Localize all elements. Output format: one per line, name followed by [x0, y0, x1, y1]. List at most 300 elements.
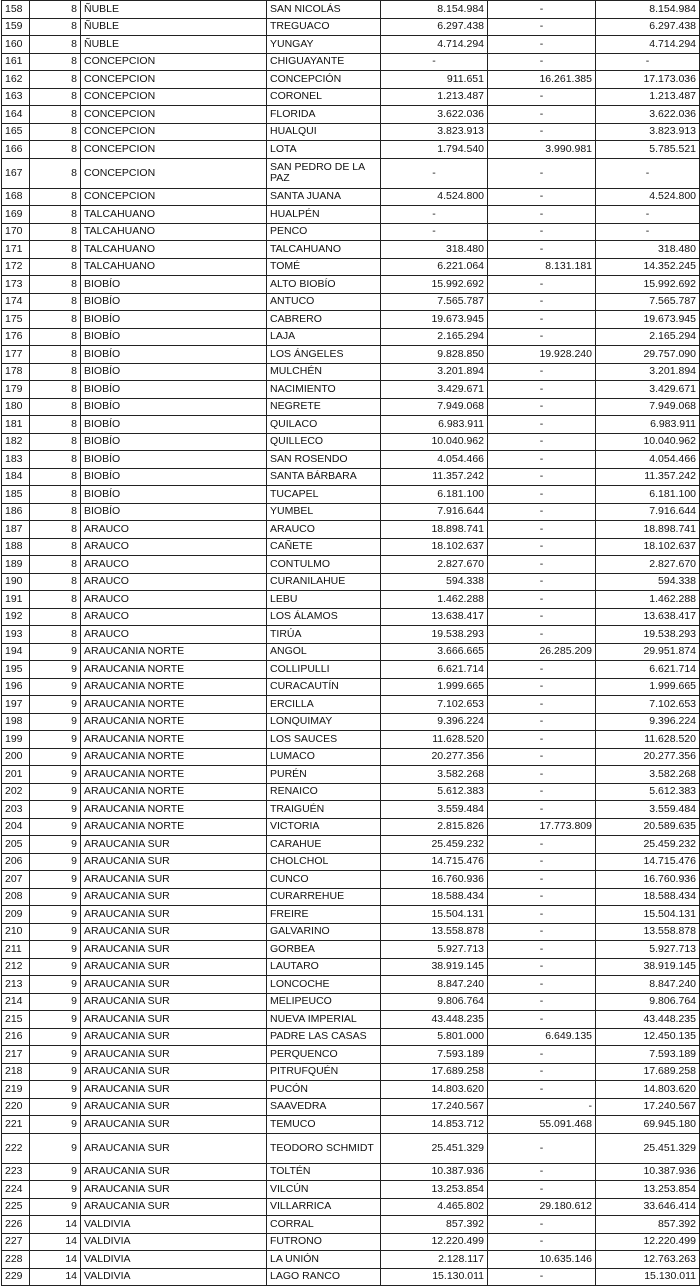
amount-2-cell: -: [488, 696, 596, 714]
amount-1-cell: 12.220.499: [381, 1233, 488, 1251]
commune-cell: SAN ROSENDO: [267, 451, 381, 469]
row-number-cell: 212: [2, 958, 30, 976]
province-cell: BIOBÍO: [81, 416, 267, 434]
amount-2-cell: -: [488, 328, 596, 346]
row-number-cell: 226: [2, 1216, 30, 1234]
table-row: [2, 836, 700, 854]
region-code-cell: 8: [30, 381, 81, 399]
region-code-cell: 9: [30, 923, 81, 941]
total-cell: 17.173.036: [596, 71, 700, 89]
region-code-cell: 8: [30, 188, 81, 206]
row-number-cell: 180: [2, 398, 30, 416]
table-row: [2, 158, 700, 188]
row-number-cell: 190: [2, 573, 30, 591]
region-code-cell: 8: [30, 538, 81, 556]
commune-cell: PERQUENCO: [267, 1046, 381, 1064]
table-row: [2, 1098, 700, 1116]
table-row: [2, 416, 700, 434]
row-number-cell: 196: [2, 678, 30, 696]
table-row: [2, 538, 700, 556]
province-cell: ARAUCANIA SUR: [81, 976, 267, 994]
amount-2-cell: -: [488, 556, 596, 574]
table-row: [2, 748, 700, 766]
province-cell: ARAUCO: [81, 626, 267, 644]
commune-cell: LAGO RANCO: [267, 1268, 381, 1286]
amount-1-cell: 4.524.800: [381, 188, 488, 206]
total-cell: 5.612.383: [596, 783, 700, 801]
total-cell: 9.396.224: [596, 713, 700, 731]
table-row: [2, 503, 700, 521]
row-number-cell: 204: [2, 818, 30, 836]
table-body: [2, 1, 700, 1286]
commune-cell: MULCHÉN: [267, 363, 381, 381]
region-code-cell: 8: [30, 123, 81, 141]
amount-2-cell: -: [488, 836, 596, 854]
total-cell: 594.338: [596, 573, 700, 591]
region-code-cell: 9: [30, 1163, 81, 1181]
province-cell: BIOBÍO: [81, 468, 267, 486]
amount-2-cell: -: [488, 18, 596, 36]
amount-2-cell: -: [488, 1, 596, 19]
amount-1-cell: 6.221.064: [381, 258, 488, 276]
amount-2-cell: -: [488, 503, 596, 521]
province-cell: TALCAHUANO: [81, 258, 267, 276]
amount-2-cell: -: [488, 801, 596, 819]
total-cell: 8.154.984: [596, 1, 700, 19]
region-code-cell: 9: [30, 678, 81, 696]
amount-2-cell: -: [488, 1163, 596, 1181]
province-cell: BIOBÍO: [81, 381, 267, 399]
table-row: [2, 1133, 700, 1163]
amount-1-cell: 857.392: [381, 1216, 488, 1234]
amount-2-cell: 16.261.385: [488, 71, 596, 89]
total-cell: 25.451.329: [596, 1133, 700, 1163]
amount-2-cell: -: [488, 958, 596, 976]
commune-cell: CURARREHUE: [267, 888, 381, 906]
commune-cell: CABRERO: [267, 311, 381, 329]
region-code-cell: 8: [30, 363, 81, 381]
row-number-cell: 206: [2, 853, 30, 871]
amount-1-cell: -: [381, 223, 488, 241]
row-number-cell: 182: [2, 433, 30, 451]
row-number-cell: 185: [2, 486, 30, 504]
region-code-cell: 9: [30, 748, 81, 766]
province-cell: ARAUCO: [81, 556, 267, 574]
total-cell: 13.253.854: [596, 1181, 700, 1199]
table-row: [2, 573, 700, 591]
commune-cell: ANTUCO: [267, 293, 381, 311]
region-code-cell: 8: [30, 416, 81, 434]
commune-cell: LA UNIÓN: [267, 1251, 381, 1269]
amount-2-cell: -: [488, 1233, 596, 1251]
region-code-cell: 9: [30, 801, 81, 819]
amount-2-cell: -: [488, 1181, 596, 1199]
table-row: [2, 188, 700, 206]
region-code-cell: 8: [30, 346, 81, 364]
table-row: [2, 1163, 700, 1181]
table-row: [2, 888, 700, 906]
commune-cell: PITRUFQUÉN: [267, 1063, 381, 1081]
total-cell: 14.803.620: [596, 1081, 700, 1099]
amount-1-cell: 16.760.936: [381, 871, 488, 889]
table-row: [2, 106, 700, 124]
amount-2-cell: -: [488, 293, 596, 311]
amount-2-cell: -: [488, 416, 596, 434]
row-number-cell: 169: [2, 206, 30, 224]
commune-cell: CUNCO: [267, 871, 381, 889]
row-number-cell: 193: [2, 626, 30, 644]
region-code-cell: 8: [30, 141, 81, 159]
commune-cell: PENCO: [267, 223, 381, 241]
province-cell: ARAUCANIA SUR: [81, 923, 267, 941]
region-code-cell: 8: [30, 626, 81, 644]
province-cell: ARAUCANIA NORTE: [81, 731, 267, 749]
total-cell: 9.806.764: [596, 993, 700, 1011]
row-number-cell: 217: [2, 1046, 30, 1064]
region-code-cell: 14: [30, 1233, 81, 1251]
row-number-cell: 215: [2, 1011, 30, 1029]
total-cell: 20.589.635: [596, 818, 700, 836]
amount-2-cell: -: [488, 766, 596, 784]
row-number-cell: 163: [2, 88, 30, 106]
total-cell: 19.673.945: [596, 311, 700, 329]
commune-cell: VILLARRICA: [267, 1198, 381, 1216]
province-cell: ARAUCANIA SUR: [81, 1081, 267, 1099]
region-code-cell: 8: [30, 451, 81, 469]
province-cell: ARAUCANIA NORTE: [81, 696, 267, 714]
amount-1-cell: 6.983.911: [381, 416, 488, 434]
row-number-cell: 184: [2, 468, 30, 486]
table-row: [2, 1081, 700, 1099]
table-row: [2, 941, 700, 959]
region-code-cell: 8: [30, 486, 81, 504]
total-cell: 16.760.936: [596, 871, 700, 889]
amount-2-cell: -: [488, 1011, 596, 1029]
commune-cell: CAÑETE: [267, 538, 381, 556]
region-code-cell: 8: [30, 88, 81, 106]
row-number-cell: 172: [2, 258, 30, 276]
region-code-cell: 8: [30, 311, 81, 329]
total-cell: 3.429.671: [596, 381, 700, 399]
province-cell: BIOBÍO: [81, 503, 267, 521]
table-row: [2, 556, 700, 574]
amount-2-cell: -: [488, 1063, 596, 1081]
table-row: [2, 1011, 700, 1029]
amount-1-cell: 5.612.383: [381, 783, 488, 801]
region-code-cell: 14: [30, 1216, 81, 1234]
amount-1-cell: -: [381, 206, 488, 224]
amount-1-cell: 1.999.665: [381, 678, 488, 696]
province-cell: ÑUBLE: [81, 36, 267, 54]
total-cell: 1.462.288: [596, 591, 700, 609]
amount-2-cell: -: [488, 1098, 596, 1116]
table-row: [2, 1116, 700, 1134]
region-code-cell: 9: [30, 643, 81, 661]
amount-2-cell: 29.180.612: [488, 1198, 596, 1216]
commune-cell: LONQUIMAY: [267, 713, 381, 731]
province-cell: CONCEPCION: [81, 188, 267, 206]
total-cell: 7.949.068: [596, 398, 700, 416]
amount-1-cell: 14.715.476: [381, 853, 488, 871]
province-cell: ARAUCANIA NORTE: [81, 766, 267, 784]
amount-2-cell: -: [488, 713, 596, 731]
province-cell: ARAUCANIA SUR: [81, 836, 267, 854]
amount-2-cell: 26.285.209: [488, 643, 596, 661]
amount-2-cell: 10.635.146: [488, 1251, 596, 1269]
commune-cell: CONCEPCIÓN: [267, 71, 381, 89]
commune-cell: TEMUCO: [267, 1116, 381, 1134]
row-number-cell: 194: [2, 643, 30, 661]
commune-cell: LEBU: [267, 591, 381, 609]
commune-cell: LOS SAUCES: [267, 731, 381, 749]
amount-2-cell: -: [488, 1216, 596, 1234]
table-row: [2, 643, 700, 661]
amount-2-cell: -: [488, 158, 596, 188]
province-cell: ARAUCANIA SUR: [81, 1198, 267, 1216]
total-cell: 7.916.644: [596, 503, 700, 521]
province-cell: BIOBÍO: [81, 346, 267, 364]
province-cell: ARAUCANIA SUR: [81, 1181, 267, 1199]
total-cell: -: [596, 223, 700, 241]
table-row: [2, 311, 700, 329]
row-number-cell: 210: [2, 923, 30, 941]
amount-1-cell: 2.165.294: [381, 328, 488, 346]
row-number-cell: 191: [2, 591, 30, 609]
amount-2-cell: -: [488, 123, 596, 141]
table-row: [2, 1, 700, 19]
table-row: [2, 976, 700, 994]
province-cell: ARAUCANIA SUR: [81, 906, 267, 924]
table-row: [2, 1028, 700, 1046]
total-cell: -: [596, 53, 700, 71]
total-cell: 3.823.913: [596, 123, 700, 141]
total-cell: 2.165.294: [596, 328, 700, 346]
amount-1-cell: 3.559.484: [381, 801, 488, 819]
amount-1-cell: 19.673.945: [381, 311, 488, 329]
amount-1-cell: -: [381, 53, 488, 71]
amount-1-cell: 4.714.294: [381, 36, 488, 54]
total-cell: -: [596, 206, 700, 224]
total-cell: 6.983.911: [596, 416, 700, 434]
province-cell: ARAUCANIA NORTE: [81, 783, 267, 801]
province-cell: ARAUCANIA SUR: [81, 888, 267, 906]
commune-cell: ARAUCO: [267, 521, 381, 539]
total-cell: 11.628.520: [596, 731, 700, 749]
row-number-cell: 213: [2, 976, 30, 994]
amount-2-cell: -: [488, 853, 596, 871]
commune-funding-table: [1, 0, 700, 1286]
province-cell: ÑUBLE: [81, 1, 267, 19]
province-cell: BIOBÍO: [81, 293, 267, 311]
amount-1-cell: 18.588.434: [381, 888, 488, 906]
amount-1-cell: 13.558.878: [381, 923, 488, 941]
region-code-cell: 9: [30, 731, 81, 749]
table-row: [2, 1251, 700, 1269]
row-number-cell: 183: [2, 451, 30, 469]
commune-cell: ALTO BIOBÍO: [267, 276, 381, 294]
table-row: [2, 88, 700, 106]
commune-cell: TUCAPEL: [267, 486, 381, 504]
province-cell: CONCEPCION: [81, 71, 267, 89]
amount-2-cell: -: [488, 906, 596, 924]
commune-cell: CARAHUE: [267, 836, 381, 854]
region-code-cell: 9: [30, 1133, 81, 1163]
total-cell: 7.593.189: [596, 1046, 700, 1064]
commune-cell: LAUTARO: [267, 958, 381, 976]
region-code-cell: 8: [30, 556, 81, 574]
amount-1-cell: 10.387.936: [381, 1163, 488, 1181]
row-number-cell: 225: [2, 1198, 30, 1216]
amount-1-cell: 18.898.741: [381, 521, 488, 539]
total-cell: 8.847.240: [596, 976, 700, 994]
province-cell: ARAUCO: [81, 521, 267, 539]
commune-cell: PADRE LAS CASAS: [267, 1028, 381, 1046]
commune-cell: YUNGAY: [267, 36, 381, 54]
amount-1-cell: 17.240.567: [381, 1098, 488, 1116]
table-row: [2, 328, 700, 346]
commune-cell: SAN NICOLÁS: [267, 1, 381, 19]
amount-2-cell: -: [488, 36, 596, 54]
commune-cell: MELIPEUCO: [267, 993, 381, 1011]
amount-2-cell: 17.773.809: [488, 818, 596, 836]
total-cell: 29.757.090: [596, 346, 700, 364]
amount-2-cell: -: [488, 1133, 596, 1163]
province-cell: CONCEPCION: [81, 123, 267, 141]
total-cell: 15.130.011: [596, 1268, 700, 1286]
commune-cell: PURÉN: [267, 766, 381, 784]
total-cell: 7.102.653: [596, 696, 700, 714]
total-cell: 5.927.713: [596, 941, 700, 959]
amount-1-cell: 43.448.235: [381, 1011, 488, 1029]
table-row: [2, 223, 700, 241]
row-number-cell: 178: [2, 363, 30, 381]
region-code-cell: 8: [30, 503, 81, 521]
total-cell: 4.524.800: [596, 188, 700, 206]
amount-1-cell: 13.253.854: [381, 1181, 488, 1199]
amount-2-cell: 6.649.135: [488, 1028, 596, 1046]
province-cell: ARAUCANIA SUR: [81, 1098, 267, 1116]
amount-1-cell: 6.621.714: [381, 661, 488, 679]
amount-1-cell: 15.504.131: [381, 906, 488, 924]
table-row: [2, 381, 700, 399]
row-number-cell: 158: [2, 1, 30, 19]
table-row: [2, 258, 700, 276]
table-row: [2, 958, 700, 976]
table-row: [2, 398, 700, 416]
province-cell: CONCEPCION: [81, 158, 267, 188]
row-number-cell: 165: [2, 123, 30, 141]
province-cell: ARAUCANIA NORTE: [81, 713, 267, 731]
commune-cell: TOMÉ: [267, 258, 381, 276]
amount-1-cell: 19.538.293: [381, 626, 488, 644]
region-code-cell: 8: [30, 106, 81, 124]
amount-1-cell: 10.040.962: [381, 433, 488, 451]
row-number-cell: 216: [2, 1028, 30, 1046]
region-code-cell: 8: [30, 433, 81, 451]
region-code-cell: 9: [30, 836, 81, 854]
table-row: [2, 1046, 700, 1064]
total-cell: 318.480: [596, 241, 700, 259]
row-number-cell: 224: [2, 1181, 30, 1199]
amount-2-cell: -: [488, 1046, 596, 1064]
commune-cell: FLORIDA: [267, 106, 381, 124]
province-cell: ARAUCANIA SUR: [81, 941, 267, 959]
amount-1-cell: 8.847.240: [381, 976, 488, 994]
table-row: [2, 766, 700, 784]
total-cell: 15.504.131: [596, 906, 700, 924]
amount-2-cell: -: [488, 1268, 596, 1286]
table-row: [2, 783, 700, 801]
table-row: [2, 1268, 700, 1286]
region-code-cell: 8: [30, 158, 81, 188]
province-cell: ARAUCANIA SUR: [81, 871, 267, 889]
amount-2-cell: -: [488, 661, 596, 679]
table-row: [2, 696, 700, 714]
amount-2-cell: -: [488, 1081, 596, 1099]
commune-cell: SAAVEDRA: [267, 1098, 381, 1116]
amount-1-cell: 15.992.692: [381, 276, 488, 294]
amount-2-cell: -: [488, 591, 596, 609]
amount-2-cell: -: [488, 188, 596, 206]
amount-1-cell: 9.396.224: [381, 713, 488, 731]
table-row: [2, 1063, 700, 1081]
province-cell: CONCEPCION: [81, 53, 267, 71]
row-number-cell: 167: [2, 158, 30, 188]
row-number-cell: 229: [2, 1268, 30, 1286]
table-row: [2, 241, 700, 259]
amount-2-cell: -: [488, 223, 596, 241]
province-cell: ARAUCO: [81, 538, 267, 556]
amount-2-cell: -: [488, 783, 596, 801]
province-cell: ARAUCANIA SUR: [81, 1163, 267, 1181]
total-cell: 15.992.692: [596, 276, 700, 294]
region-code-cell: 8: [30, 36, 81, 54]
region-code-cell: 9: [30, 871, 81, 889]
row-number-cell: 164: [2, 106, 30, 124]
total-cell: 14.715.476: [596, 853, 700, 871]
region-code-cell: 8: [30, 71, 81, 89]
region-code-cell: 9: [30, 1098, 81, 1116]
amount-2-cell: -: [488, 731, 596, 749]
table-row: [2, 1216, 700, 1234]
commune-cell: CURACAUTÍN: [267, 678, 381, 696]
province-cell: BIOBÍO: [81, 486, 267, 504]
region-code-cell: 8: [30, 276, 81, 294]
row-number-cell: 223: [2, 1163, 30, 1181]
amount-2-cell: -: [488, 363, 596, 381]
amount-1-cell: 25.451.329: [381, 1133, 488, 1163]
province-cell: BIOBÍO: [81, 363, 267, 381]
commune-cell: GORBEA: [267, 941, 381, 959]
table-row: [2, 346, 700, 364]
amount-1-cell: 7.565.787: [381, 293, 488, 311]
row-number-cell: 186: [2, 503, 30, 521]
amount-2-cell: -: [488, 206, 596, 224]
amount-1-cell: 3.622.036: [381, 106, 488, 124]
province-cell: ARAUCANIA SUR: [81, 853, 267, 871]
region-code-cell: 8: [30, 398, 81, 416]
commune-cell: QUILLECO: [267, 433, 381, 451]
province-cell: VALDIVIA: [81, 1233, 267, 1251]
commune-cell: LOTA: [267, 141, 381, 159]
total-cell: 10.387.936: [596, 1163, 700, 1181]
amount-1-cell: 4.465.802: [381, 1198, 488, 1216]
amount-1-cell: 14.853.712: [381, 1116, 488, 1134]
row-number-cell: 173: [2, 276, 30, 294]
province-cell: BIOBÍO: [81, 451, 267, 469]
table-row: [2, 608, 700, 626]
row-number-cell: 218: [2, 1063, 30, 1081]
